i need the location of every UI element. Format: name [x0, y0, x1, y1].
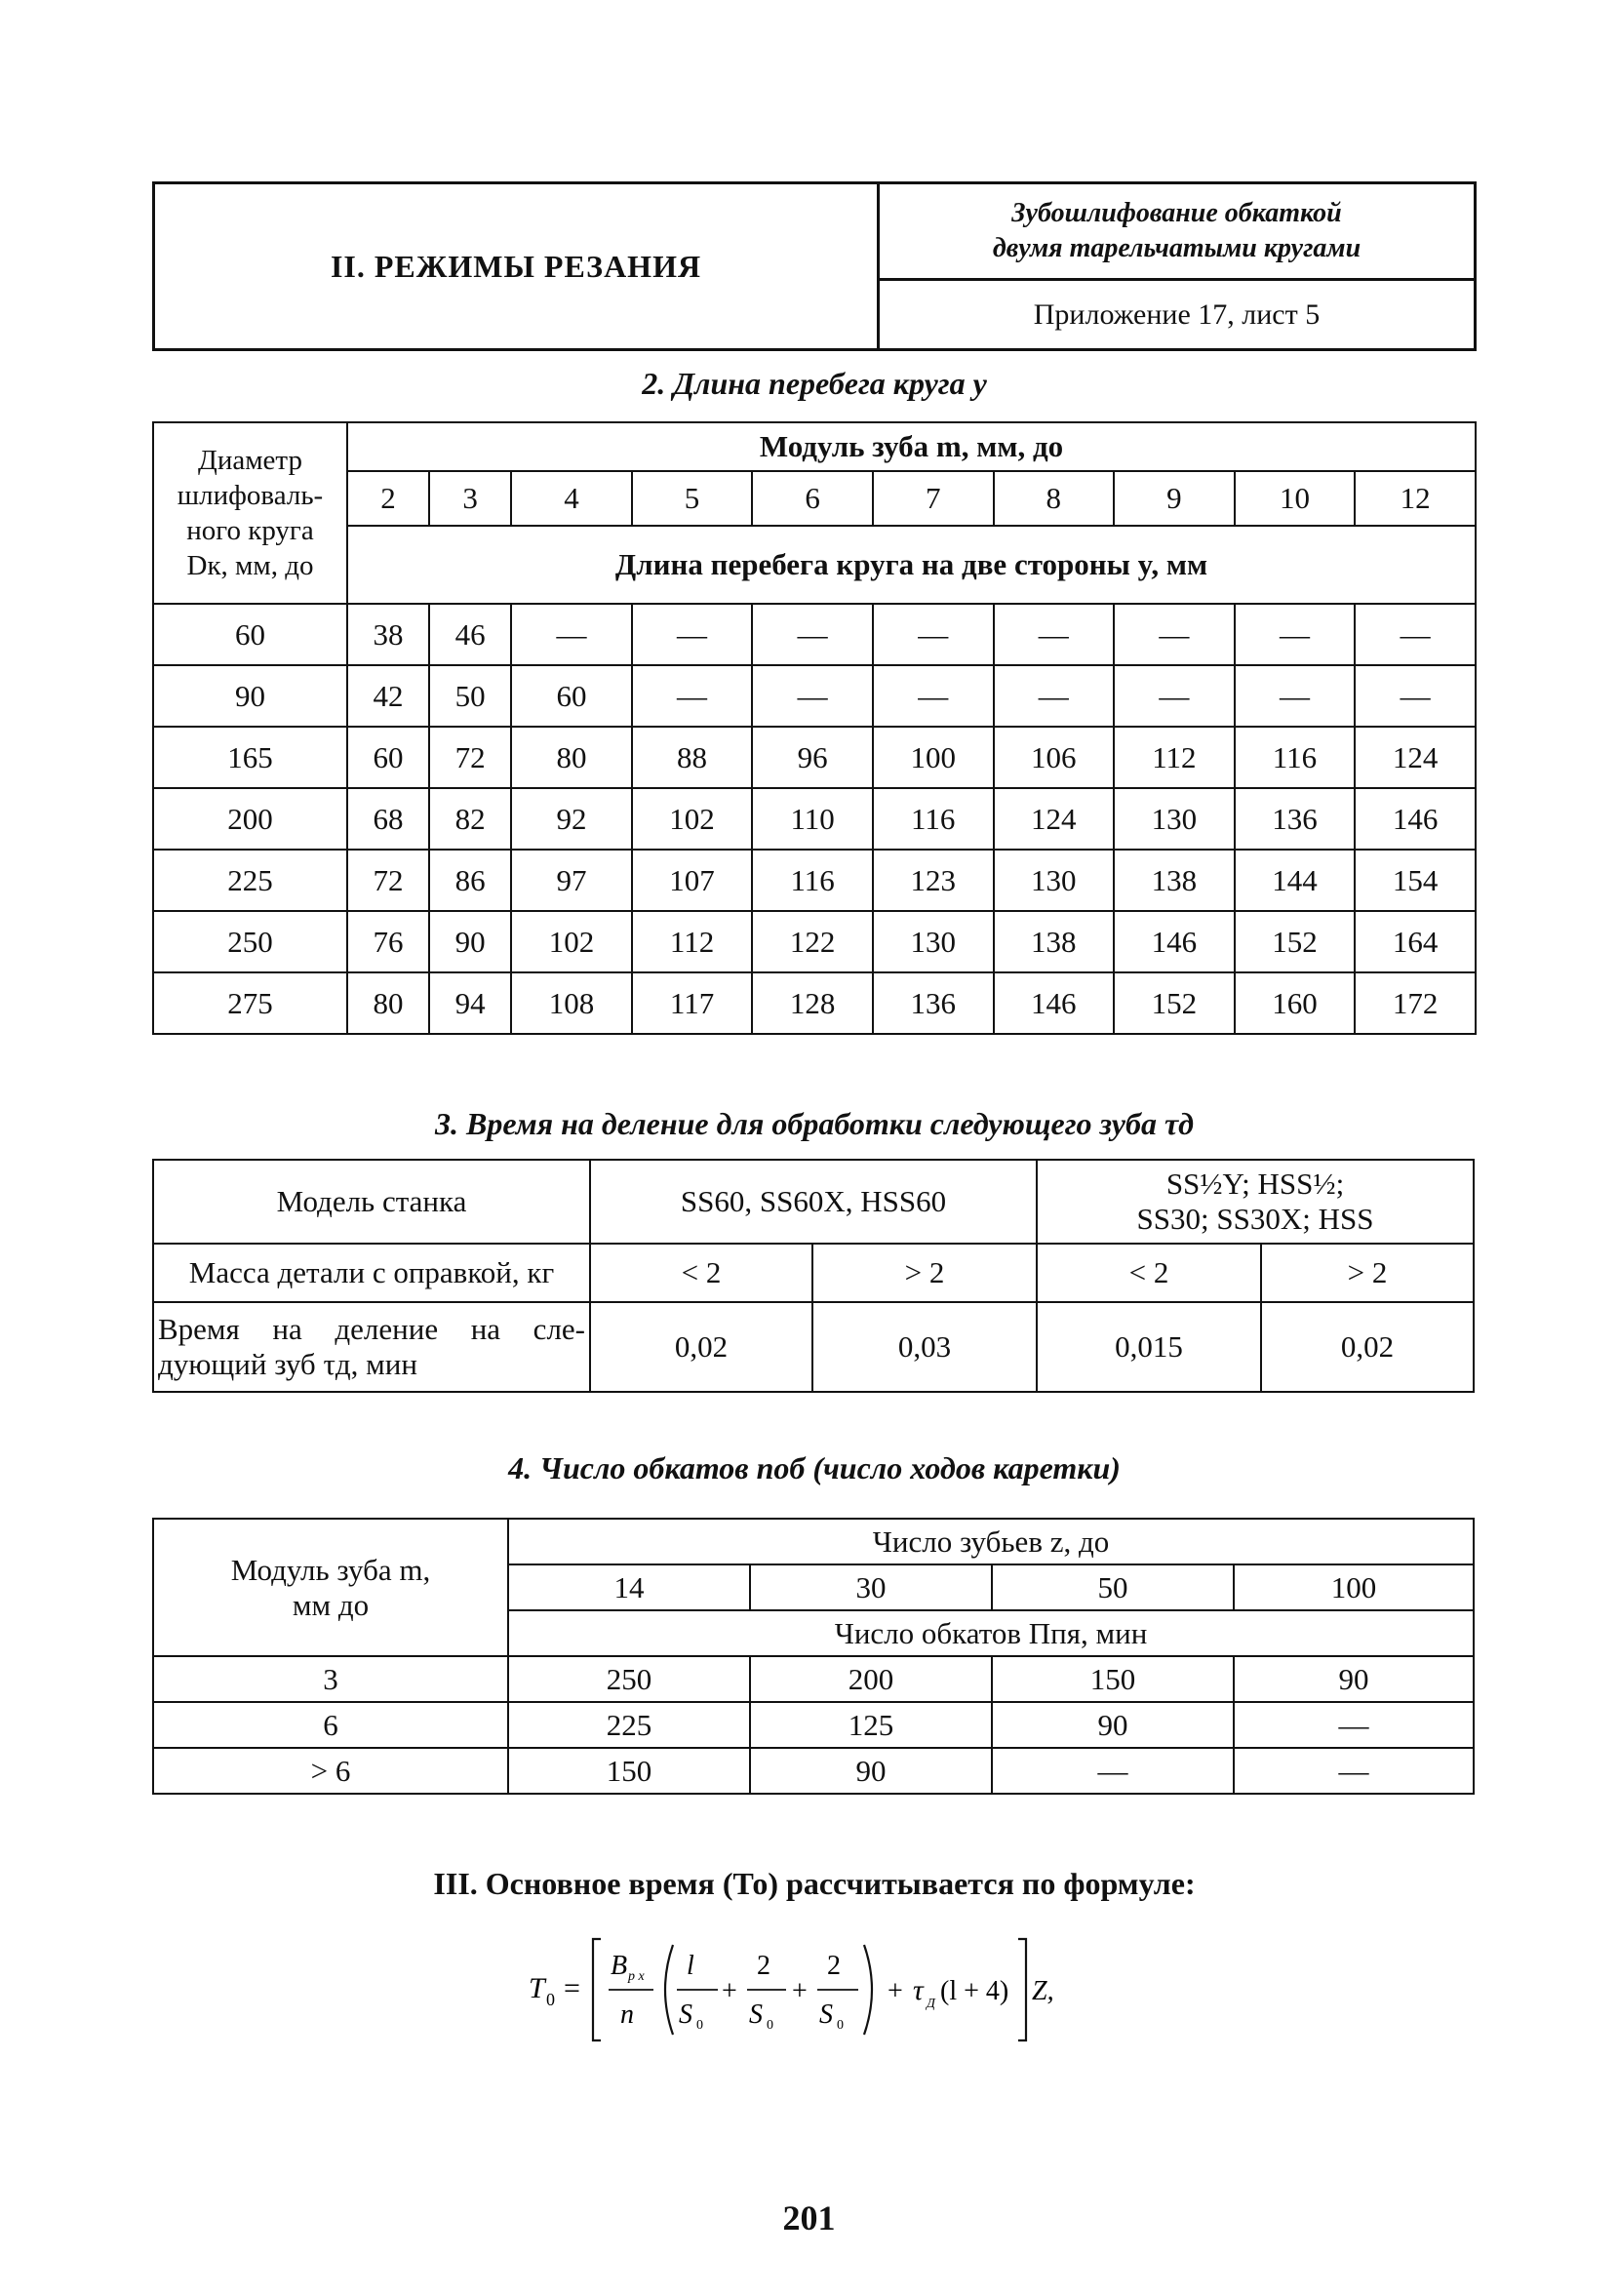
diameter-header-line: шлифоваль-: [177, 480, 324, 511]
formula-title: III. Основное время (То) рассчитывается по формуле:: [433, 1866, 1196, 1901]
value-cell: 144: [1235, 850, 1356, 911]
value-cell: —: [994, 665, 1115, 727]
module-cell: 3: [153, 1656, 508, 1702]
value-cell: 72: [429, 727, 511, 788]
value-cell: 100: [873, 727, 994, 788]
table-row: [153, 788, 1476, 850]
formula-S-sub: 0: [767, 2018, 773, 2033]
value-cell: 164: [1355, 911, 1476, 972]
time-label-line: дующий зуб τд, мин: [158, 1347, 417, 1381]
value-cell: —: [873, 665, 994, 727]
value-cell: —: [1355, 604, 1476, 665]
overrun-table: [152, 421, 1477, 1035]
model-b-line: SS½Y; HSS½;: [1165, 1167, 1345, 1201]
module-label-line: Модуль зуба m,: [230, 1552, 431, 1587]
formula-S: S: [679, 1999, 692, 2030]
rolls-subheader: Число обкатов Ппя, мин: [508, 1610, 1474, 1656]
table-row: [153, 604, 1476, 665]
formula-plus: +: [888, 1976, 903, 2006]
value-cell: 68: [347, 788, 429, 850]
formula-S-sub: 0: [696, 2018, 703, 2033]
teeth-cell: 14: [508, 1564, 750, 1610]
value-cell: —: [1234, 1702, 1474, 1748]
value-cell: 38: [347, 604, 429, 665]
value-cell: 60: [347, 727, 429, 788]
value-cell: —: [1235, 665, 1356, 727]
value-cell: 130: [1114, 788, 1235, 850]
value-cell: 138: [994, 911, 1115, 972]
model-a: SS60, SS60X, HSS60: [590, 1160, 1037, 1244]
value-cell: 90: [429, 911, 511, 972]
value-cell: 123: [873, 850, 994, 911]
value-cell: 96: [752, 727, 873, 788]
time-cell: 0,02: [1261, 1302, 1474, 1392]
value-cell: —: [1114, 665, 1235, 727]
formula-equals: =: [564, 1972, 580, 2004]
teeth-header: Число зубьев z, до: [508, 1519, 1474, 1564]
page-number: 201: [782, 2198, 836, 2237]
value-cell: —: [992, 1748, 1234, 1794]
table-row: [153, 665, 1476, 727]
value-cell: 90: [1234, 1656, 1474, 1702]
topic-line-1: Зубошлифование обкаткой: [1011, 198, 1342, 228]
formula-Z: Z,: [1032, 1976, 1054, 2006]
value-cell: 106: [994, 727, 1115, 788]
value-cell: 50: [429, 665, 511, 727]
table-row: [153, 911, 1476, 972]
table2-caption: 2. Длина перебега круга y: [642, 366, 987, 401]
module-header-cell: 5: [632, 471, 753, 526]
time-cell: 0,02: [590, 1302, 812, 1392]
value-cell: 150: [508, 1748, 750, 1794]
value-cell: 90: [992, 1702, 1234, 1748]
formula-l: l: [687, 1951, 694, 1981]
mass-cell: > 2: [1261, 1244, 1474, 1302]
formula-two: 2: [827, 1951, 841, 1981]
mass-cell: < 2: [1037, 1244, 1261, 1302]
formula-tau: τ: [913, 1974, 924, 2006]
time-cell: 0,015: [1037, 1302, 1261, 1392]
value-cell: 136: [1235, 788, 1356, 850]
model-b-line: SS30; SS30X; HSS: [1136, 1202, 1374, 1236]
value-cell: 60: [511, 665, 632, 727]
formula-T-sub: 0: [546, 1990, 555, 2009]
diameter-header: [153, 422, 347, 604]
main-time-formula: [527, 1931, 1112, 2048]
table-row: [153, 972, 1476, 1034]
value-cell: 88: [632, 727, 753, 788]
value-cell: 86: [429, 850, 511, 911]
value-cell: 94: [429, 972, 511, 1034]
formula-S: S: [749, 1999, 763, 2030]
value-cell: 154: [1355, 850, 1476, 911]
model-label: Модель станка: [153, 1160, 590, 1244]
value-cell: 130: [994, 850, 1115, 911]
value-cell: 112: [632, 911, 753, 972]
table3-caption: 3. Время на деление для обработки следующего зуба τд: [434, 1106, 1195, 1141]
diameter-header-line: ного круга: [186, 515, 314, 546]
value-cell: —: [752, 604, 873, 665]
module-header-cell: 4: [511, 471, 632, 526]
value-cell: 72: [347, 850, 429, 911]
right-paren: [864, 1945, 872, 2035]
value-cell: 152: [1235, 911, 1356, 972]
section-title: II. РЕЖИМЫ РЕЗАНИЯ: [154, 183, 879, 350]
table-row: [153, 850, 1476, 911]
roll-count-table: [152, 1518, 1475, 1795]
teeth-cell: 100: [1234, 1564, 1474, 1610]
value-cell: 225: [508, 1702, 750, 1748]
module-label-line: мм до: [292, 1587, 370, 1622]
module-header-cell: 6: [752, 471, 873, 526]
value-cell: —: [752, 665, 873, 727]
value-cell: 146: [1355, 788, 1476, 850]
mass-cell: < 2: [590, 1244, 812, 1302]
value-cell: 108: [511, 972, 632, 1034]
value-cell: 90: [750, 1748, 992, 1794]
value-cell: 250: [508, 1656, 750, 1702]
diameter-cell: 60: [153, 604, 347, 665]
topic-title: [879, 183, 1476, 280]
module-header-cell: 7: [873, 471, 994, 526]
topic-line-2: двумя тарельчатыми кругами: [992, 233, 1361, 263]
module-cell: 6: [153, 1702, 508, 1748]
diameter-cell: 200: [153, 788, 347, 850]
teeth-cell: 50: [992, 1564, 1234, 1610]
value-cell: 42: [347, 665, 429, 727]
value-cell: —: [1234, 1748, 1474, 1794]
value-cell: 152: [1114, 972, 1235, 1034]
value-cell: 124: [1355, 727, 1476, 788]
value-cell: 92: [511, 788, 632, 850]
value-cell: 130: [873, 911, 994, 972]
diameter-header-line: Dк, мм, до: [186, 550, 314, 581]
formula-B: B: [611, 1951, 628, 1981]
diameter-cell: 250: [153, 911, 347, 972]
value-cell: 116: [873, 788, 994, 850]
value-cell: 128: [752, 972, 873, 1034]
value-cell: —: [1235, 604, 1356, 665]
header-block: [152, 181, 1477, 351]
formula-T: T: [529, 1972, 545, 2004]
value-cell: —: [511, 604, 632, 665]
value-cell: —: [873, 604, 994, 665]
formula-S: S: [819, 1999, 833, 2030]
value-cell: 150: [992, 1656, 1234, 1702]
teeth-cell: 30: [750, 1564, 992, 1610]
diameter-cell: 165: [153, 727, 347, 788]
value-cell: 124: [994, 788, 1115, 850]
value-cell: 200: [750, 1656, 992, 1702]
formula-n: n: [620, 1999, 634, 2030]
value-cell: 122: [752, 911, 873, 972]
value-cell: 136: [873, 972, 994, 1034]
value-cell: 112: [1114, 727, 1235, 788]
value-cell: 146: [1114, 911, 1235, 972]
diameter-cell: 225: [153, 850, 347, 911]
formula-plus: +: [792, 1976, 808, 2006]
module-header-cell: 12: [1355, 471, 1476, 526]
diameter-header-line: Диаметр: [198, 445, 302, 476]
value-cell: —: [632, 665, 753, 727]
value-cell: —: [1355, 665, 1476, 727]
value-cell: 116: [752, 850, 873, 911]
value-cell: 80: [511, 727, 632, 788]
module-header-cell: 8: [994, 471, 1115, 526]
value-cell: 80: [347, 972, 429, 1034]
value-cell: 102: [632, 788, 753, 850]
diameter-cell: 275: [153, 972, 347, 1034]
formula-S-sub: 0: [837, 2018, 844, 2033]
time-cell: 0,03: [812, 1302, 1037, 1392]
table-row: [153, 1656, 1474, 1702]
indexing-time-table: [152, 1159, 1475, 1393]
formula-B-sub: p x: [628, 1969, 645, 1984]
model-b: [1037, 1160, 1474, 1244]
sheet-label: Приложение 17, лист 5: [879, 280, 1476, 350]
table-row: [153, 1702, 1474, 1748]
value-cell: 110: [752, 788, 873, 850]
formula-paren-term: (l + 4): [940, 1976, 1009, 2006]
value-cell: 107: [632, 850, 753, 911]
mass-label: Масса детали с оправкой, кг: [153, 1244, 590, 1302]
table-row: [153, 727, 1476, 788]
value-cell: 160: [1235, 972, 1356, 1034]
formula-tau-sub: Д: [927, 1997, 935, 2011]
module-header-cell: 10: [1235, 471, 1356, 526]
value-cell: —: [1114, 604, 1235, 665]
module-cell: > 6: [153, 1748, 508, 1794]
module-header-cell: 3: [429, 471, 511, 526]
value-cell: 146: [994, 972, 1115, 1034]
overrun-subheader: Длина перебега круга на две стороны y, мм: [347, 526, 1476, 604]
left-bracket: [593, 1939, 601, 2040]
value-cell: 102: [511, 911, 632, 972]
value-cell: —: [632, 604, 753, 665]
table4-caption: 4. Число обкатов nоб (число ходов каретки): [508, 1450, 1121, 1485]
value-cell: 138: [1114, 850, 1235, 911]
module-label: [153, 1519, 508, 1656]
value-cell: —: [994, 604, 1115, 665]
mass-cell: > 2: [812, 1244, 1037, 1302]
formula-two: 2: [757, 1951, 770, 1981]
time-label: [153, 1302, 590, 1392]
diameter-cell: 90: [153, 665, 347, 727]
value-cell: 82: [429, 788, 511, 850]
left-paren: [665, 1945, 673, 2035]
module-header-cell: 2: [347, 471, 429, 526]
formula-plus: +: [722, 1976, 737, 2006]
right-bracket: [1018, 1939, 1026, 2040]
module-header-cell: 9: [1114, 471, 1235, 526]
value-cell: 116: [1235, 727, 1356, 788]
value-cell: 76: [347, 911, 429, 972]
table-row: [153, 1748, 1474, 1794]
value-cell: 97: [511, 850, 632, 911]
value-cell: 125: [750, 1702, 992, 1748]
value-cell: 117: [632, 972, 753, 1034]
module-group-header: Модуль зуба m, мм, до: [347, 422, 1476, 471]
value-cell: 46: [429, 604, 511, 665]
value-cell: 172: [1355, 972, 1476, 1034]
time-label-line: Время на деление на сле-: [158, 1312, 585, 1346]
